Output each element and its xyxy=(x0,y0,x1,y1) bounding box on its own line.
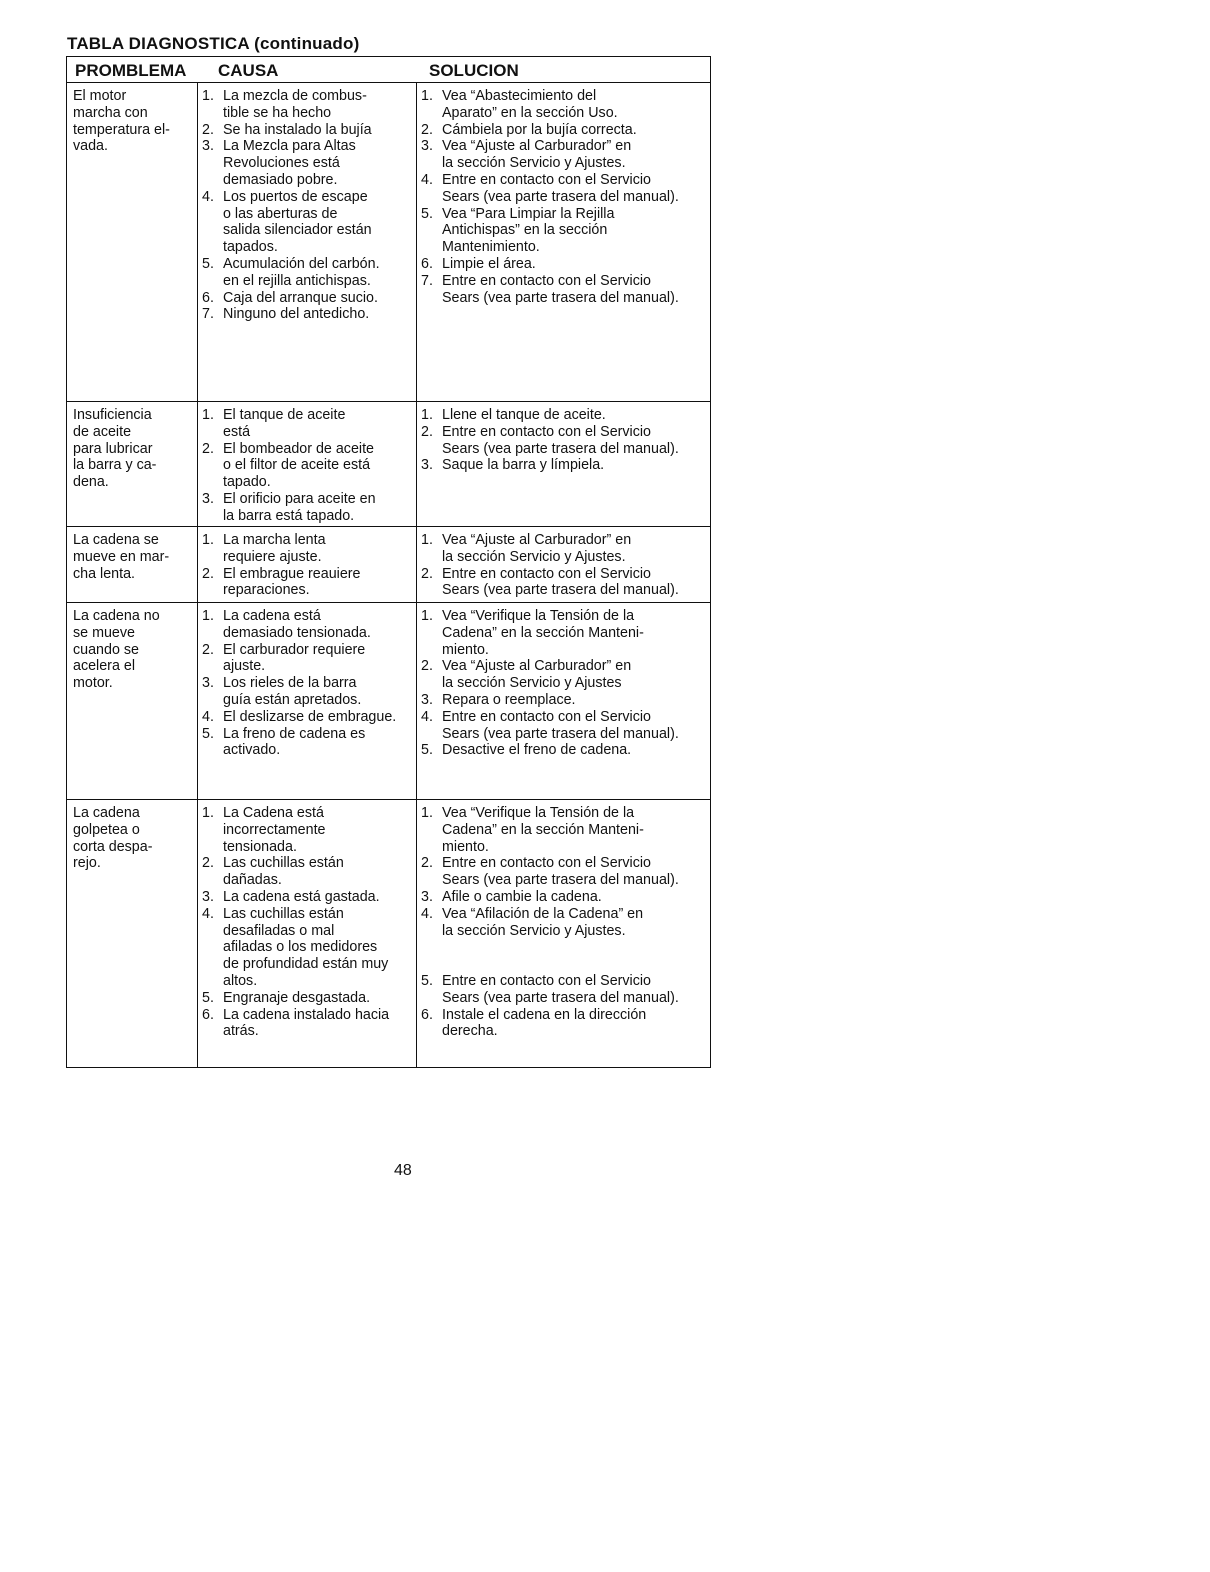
solution-cell xyxy=(417,800,710,1067)
cause-item xyxy=(202,441,414,491)
solution-number: 6. xyxy=(421,1006,433,1023)
table-row xyxy=(67,800,710,1067)
cause-item xyxy=(202,122,414,139)
solution-item xyxy=(421,805,708,855)
solution-text: Vea “Ajuste al Carburador” en la sección Servicio y Ajustes. xyxy=(442,138,632,172)
solution-text: Vea “Afilación de la Cadena” en la sección Servicio y Ajustes. xyxy=(442,905,644,939)
cause-text: Las cuchillas están dañadas. xyxy=(223,855,344,889)
solution-item xyxy=(421,88,708,122)
cause-text: El orificio para aceite en la barra está tapado. xyxy=(223,490,376,524)
solution-text: Saque la barra y límpiela. xyxy=(442,457,605,474)
solution-number: 3. xyxy=(421,888,433,905)
solution-text: Vea “Para Limpiar la Rejilla Antichispas” en la sección Mantenimiento. xyxy=(442,205,615,256)
cause-number: 3. xyxy=(202,888,214,905)
header-cause: CAUSA xyxy=(218,61,279,80)
table-header xyxy=(67,57,710,83)
diagnostic-table xyxy=(66,56,711,1068)
cause-number: 2. xyxy=(202,565,214,582)
solution-text: Desactive el freno de cadena. xyxy=(442,742,632,759)
cause-number: 4. xyxy=(202,708,214,725)
table-row xyxy=(67,527,710,603)
solution-number: 2. xyxy=(421,423,433,440)
cause-number: 5. xyxy=(202,255,214,272)
solution-number: 5. xyxy=(421,742,433,759)
header-solution: SOLUCION xyxy=(429,61,519,80)
solution-item xyxy=(421,532,708,566)
solution-text: Entre en contacto con el Servicio Sears (vea parte trasera del manual). xyxy=(442,272,679,306)
cause-item xyxy=(202,290,414,307)
table-row xyxy=(67,603,710,800)
page-number: 48 xyxy=(394,1162,412,1179)
solution-item xyxy=(421,742,708,759)
solution-text: Vea “Abastecimiento del Aparato” en la sección Uso. xyxy=(442,88,618,121)
solution-number: 6. xyxy=(421,255,433,272)
cause-text: La Mezcla para Altas Revoluciones está demasiado pobre. xyxy=(223,138,356,188)
cause-text: El bombeador de aceite o el filtor de aceite está tapado. xyxy=(223,440,375,491)
cause-text: Los rieles de la barra guía están apretados. xyxy=(223,675,362,708)
cause-item xyxy=(202,88,414,122)
solution-item xyxy=(421,407,708,424)
solution-item xyxy=(421,172,708,206)
solution-number: 1. xyxy=(421,88,433,104)
solution-text: Entre en contacto con el Servicio Sears (vea parte trasera del manual). xyxy=(442,855,679,889)
solution-cell xyxy=(417,402,710,526)
cause-text: El deslizarse de embrague. xyxy=(223,708,397,725)
solution-number: 3. xyxy=(421,691,433,708)
cause-text: Engranaje desgastada. xyxy=(223,989,371,1006)
cause-item xyxy=(202,306,414,323)
table-body xyxy=(67,83,710,1067)
cause-number: 2. xyxy=(202,641,214,658)
cause-item xyxy=(202,1007,414,1041)
cause-number: 4. xyxy=(202,905,214,922)
solution-number: 4. xyxy=(421,708,433,725)
solution-cell xyxy=(417,527,710,602)
solution-text: Entre en contacto con el Servicio Sears (vea parte trasera del manual). xyxy=(442,565,679,599)
cause-text: Los puertos de escape o las aberturas de salida silenciador están tapados. xyxy=(223,188,372,256)
cause-cell xyxy=(198,800,417,1067)
solution-item xyxy=(421,122,708,139)
cause-item xyxy=(202,709,414,726)
cause-number: 4. xyxy=(202,188,214,205)
solution-item xyxy=(421,273,708,307)
cause-item xyxy=(202,906,414,990)
solution-number: 5. xyxy=(421,205,433,222)
solution-text: Vea “Verifique la Tensión de la Cadena” en la sección Manteni- miento. xyxy=(442,608,644,658)
cause-cell xyxy=(198,402,417,526)
solution-text: Vea “Verifique la Tensión de la Cadena” en la sección Manteni- miento. xyxy=(442,805,644,855)
cause-number: 3. xyxy=(202,138,214,155)
cause-text: El embrague reauiere reparaciones. xyxy=(223,565,361,599)
solution-number: 2. xyxy=(421,855,433,872)
problem-cell: La cadena no se mueve cuando se acelera el motor. xyxy=(67,603,198,799)
solution-item xyxy=(421,1007,708,1041)
cause-text: Las cuchillas están desafiladas o mal afiladas o los medidores de profundidad están muy altos. xyxy=(223,905,389,989)
solution-number: 2. xyxy=(421,565,433,582)
cause-item xyxy=(202,675,414,709)
solution-item xyxy=(421,709,708,743)
solution-text: Entre en contacto con el Servicio Sears (vea parte trasera del manual). xyxy=(442,171,679,205)
cause-number: 7. xyxy=(202,306,214,323)
cause-cell xyxy=(198,83,417,401)
cause-text: La cadena está demasiado tensionada. xyxy=(223,608,371,641)
problem-cell: La cadena golpetea o corta despa- rejo. xyxy=(67,800,198,1067)
solution-item xyxy=(421,692,708,709)
cause-item xyxy=(202,566,414,600)
cause-text: La marcha lenta requiere ajuste. xyxy=(223,532,326,565)
solution-number: 4. xyxy=(421,905,433,922)
solution-item xyxy=(421,206,708,256)
cause-number: 6. xyxy=(202,289,214,306)
solution-number: 2. xyxy=(421,121,433,138)
cause-text: Acumulación del carbón. en el rejilla antichispas. xyxy=(223,255,380,289)
problem-cell: La cadena se mueve en mar- cha lenta. xyxy=(67,527,198,602)
solution-item xyxy=(421,566,708,600)
cause-number: 5. xyxy=(202,989,214,1006)
cause-text: La cadena instalado hacia atrás. xyxy=(223,1006,390,1040)
solution-item xyxy=(421,608,708,658)
problem-cell: El motor marcha con temperatura el- vada. xyxy=(67,83,198,401)
solution-item xyxy=(421,889,708,906)
cause-text: Se ha instalado la bujía xyxy=(223,121,372,138)
cause-item xyxy=(202,407,414,441)
cause-item xyxy=(202,889,414,906)
solution-item xyxy=(421,906,708,973)
solution-text: Vea “Ajuste al Carburador” en la sección Servicio y Ajustes. xyxy=(442,532,632,565)
table-row xyxy=(67,83,710,402)
cause-cell xyxy=(198,603,417,799)
cause-item xyxy=(202,491,414,525)
cause-item xyxy=(202,138,414,188)
solution-text: Afile o cambie la cadena. xyxy=(442,888,602,905)
solution-cell xyxy=(417,83,710,401)
solution-number: 1. xyxy=(421,407,433,423)
cause-number: 2. xyxy=(202,440,214,457)
cause-number: 1. xyxy=(202,532,214,548)
solution-item xyxy=(421,424,708,458)
cause-number: 2. xyxy=(202,855,214,872)
solution-number: 3. xyxy=(421,138,433,155)
cause-number: 1. xyxy=(202,608,214,624)
solution-number: 1. xyxy=(421,532,433,548)
cause-item xyxy=(202,805,414,855)
cause-item xyxy=(202,256,414,290)
cause-text: La mezcla de combus- tible se ha hecho xyxy=(223,88,367,121)
header-problem: PROMBLEMA xyxy=(75,61,187,80)
cause-text: La freno de cadena es activado. xyxy=(223,725,366,759)
cause-number: 3. xyxy=(202,490,214,507)
solution-text: Limpie el área. xyxy=(442,255,536,272)
cause-text: Ninguno del antedicho. xyxy=(223,306,370,323)
cause-text: El tanque de aceite está xyxy=(223,407,346,440)
cause-number: 1. xyxy=(202,88,214,104)
solution-cell xyxy=(417,603,710,799)
table-row xyxy=(67,402,710,527)
solution-number: 3. xyxy=(421,457,433,474)
solution-number: 4. xyxy=(421,171,433,188)
cause-text: La cadena está gastada. xyxy=(223,888,380,905)
cause-text: Caja del arranque sucio. xyxy=(223,289,378,306)
cause-number: 1. xyxy=(202,407,214,423)
solution-number: 1. xyxy=(421,608,433,624)
solution-item xyxy=(421,658,708,692)
cause-text: La Cadena está incorrectamente tensionada. xyxy=(223,805,326,855)
solution-number: 1. xyxy=(421,805,433,821)
cause-number: 2. xyxy=(202,121,214,138)
solution-item xyxy=(421,256,708,273)
solution-text: Entre en contacto con el Servicio Sears (vea parte trasera del manual). xyxy=(442,708,679,742)
solution-item xyxy=(421,138,708,172)
cause-item xyxy=(202,532,414,566)
solution-text: Cámbiela por la bujía correcta. xyxy=(442,121,637,138)
cause-item xyxy=(202,726,414,760)
solution-text: Entre en contacto con el Servicio Sears (vea parte trasera del manual). xyxy=(442,972,679,1006)
cause-cell xyxy=(198,527,417,602)
cause-number: 6. xyxy=(202,1006,214,1023)
solution-item xyxy=(421,855,708,889)
solution-text: Repara o reemplace. xyxy=(442,691,576,708)
solution-number: 7. xyxy=(421,272,433,289)
solution-text: Entre en contacto con el Servicio Sears (vea parte trasera del manual). xyxy=(442,423,679,457)
solution-item xyxy=(421,457,708,474)
solution-text: Llene el tanque de aceite. xyxy=(442,407,606,423)
cause-number: 1. xyxy=(202,805,214,821)
cause-item xyxy=(202,189,414,256)
cause-number: 3. xyxy=(202,675,214,692)
solution-text: Vea “Ajuste al Carburador” en la sección Servicio y Ajustes xyxy=(442,658,632,692)
cause-item xyxy=(202,642,414,676)
solution-text: Instale el cadena en la dirección derecha. xyxy=(442,1006,647,1040)
solution-number: 2. xyxy=(421,658,433,675)
cause-number: 5. xyxy=(202,725,214,742)
cause-item xyxy=(202,990,414,1007)
cause-item xyxy=(202,855,414,889)
page-title: TABLA DIAGNOSTICA (continuado) xyxy=(67,34,360,53)
solution-number: 5. xyxy=(421,972,433,989)
problem-cell: Insuficiencia de aceite para lubricar la barra y ca- dena. xyxy=(67,402,198,526)
solution-item xyxy=(421,973,708,1007)
cause-text: El carburador requiere ajuste. xyxy=(223,641,366,675)
cause-item xyxy=(202,608,414,642)
